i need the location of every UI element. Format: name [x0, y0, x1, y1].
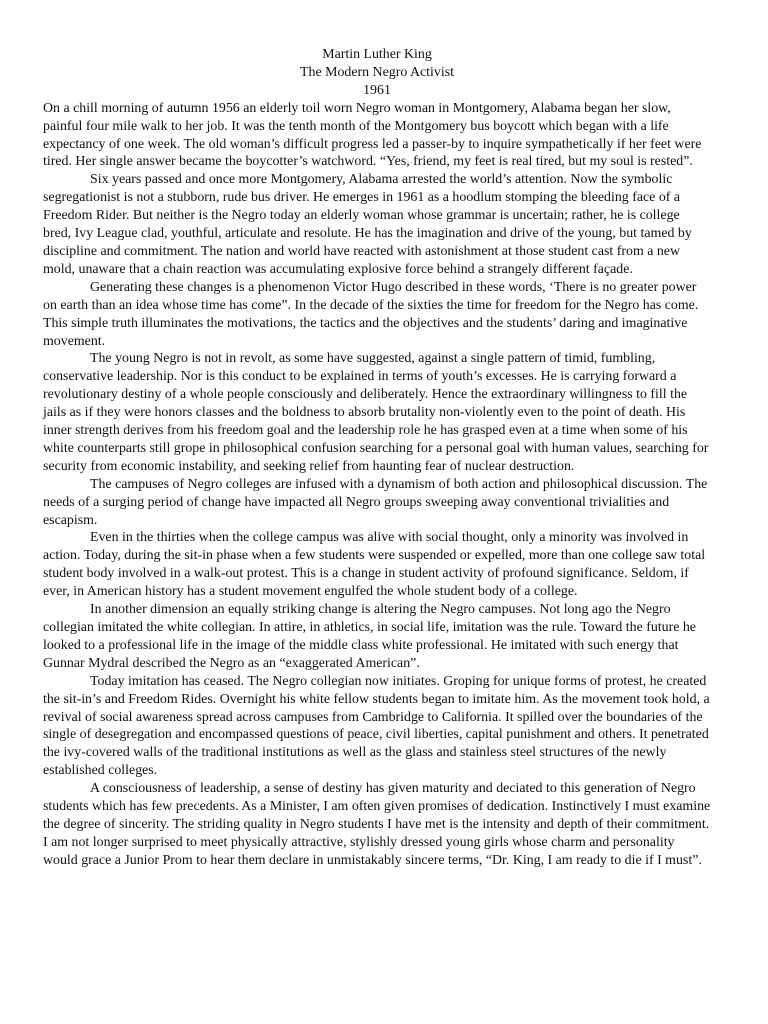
- document-header: [43, 46, 711, 100]
- document-page: [43, 46, 711, 870]
- paragraph-7: In another dimension an equally striking change is altering the Negro campuses. Not long ago the Negro collegian imitated the white collegian. In attire, in athletics, in social life, imitation was the rule. Toward the future he looked to a professional life in the image of the middle class white professional. He imitated with such energy that Gunnar Mydral described the Negro as an “exaggerated American”.: [43, 602, 696, 671]
- paragraph-4: The young Negro is not in revolt, as some have suggested, against a single pattern of timid, fumbling, conservative leadership. Nor is this conduct to be explained in terms of youth’s excesses. He is carrying forward a revolutionary destiny of a whole people consciously and deliberately. Hence the extraordinary willingness to fill the jails as if they were honors classes and the boldness to absorb brutality non-violently even to the point of death. His inner strength derives from his freedom goal and the leadership role he has grasped even at a time when some of his white counterparts still grope in philosophical confusion searching for a personal goal with human values, searching for security from economic instability, and seeking relief from haunting fear of nuclear destruction.: [43, 351, 709, 474]
- paragraph-9: A consciousness of leadership, a sense of destiny has given maturity and deciated to this generation of Negro students which has few precedents. As a Minister, I am often given promises of dedication. Instinctively I must examine the degree of sincerity. The striding quality in Negro students I have met is the intensity and depth of their commitment. I am not longer surprised to meet physically attractive, stylishly dressed young girls whose charm and personality would grace a Junior Prom to hear them declare in unmistakably sincere terms, “Dr. King, I am ready to die if I must”.: [43, 781, 711, 868]
- document-title: The Modern Negro Activist: [300, 64, 454, 80]
- author-name: Martin Luther King: [322, 47, 432, 62]
- paragraph-2: Six years passed and once more Montgomery, Alabama arrested the world’s attention. Now the symbolic segregationist is not a stubborn, rude bus driver. He emerges in 1961 as a hoodlum stomping the bleeding face of a Freedom Rider. But neither is the Negro today an elderly woman whose grammar is uncertain; rather, he is college bred, Ivy League clad, youthful, articulate and resolute. He has the imagination and drive of the young, but tamed by discipline and commitment. The nation and world have reacted with astonishment at those student cast from a new mold, unaware that a chain reaction was accumulating explosive force behind a strangely different façade.: [43, 172, 692, 277]
- paragraph-8: Today imitation has ceased. The Negro collegian now initiates. Groping for unique forms of protest, he created the sit-in’s and Freedom Rides. Overnight his white fellow students began to imitate him. As the movement took hold, a revival of social awareness spread across campuses from Cambridge to California. It spilled over the boundaries of the single of desegregation and encompassed questions of peace, civil liberties, capital punishment and others. It penetrated the ivy-covered walls of the traditional institutions as well as the glass and stainless steel structures of the newly established colleges.: [43, 673, 710, 779]
- document-year: 1961: [363, 82, 391, 98]
- paragraph-6: Even in the thirties when the college campus was alive with social thought, only a minority was involved in action. Today, during the sit-in phase when a few students were suspended or expelled, more than one college saw total student body involved in a walk-out protest. This is a change in student activity of profound significance. Seldom, if ever, in American history has a student movement engulfed the whole student body of a college.: [43, 530, 706, 600]
- paragraph-1: On a chill morning of autumn 1956 an elderly toil worn Negro woman in Montgomery, Alabama began her slow, painful four mile walk to her job. It was the tenth month of the Montgomery bus boycott which began with a life expectancy of one week. The old woman’s difficult progress led a passer-by to inquire sympathetically if her feet were tired. Her single answer became the boycotter’s watchword. “Yes, friend, my feet is real tired, but my soul is rested”.: [43, 100, 702, 170]
- paragraph-5: The campuses of Negro colleges are infused with a dynamism of both action and philosophical discussion. The needs of a surging period of change have impacted all Negro groups sweeping away conventional trivialities and escapism.: [43, 476, 708, 528]
- paragraph-3: Generating these changes is a phenomenon Victor Hugo described in these words, ‘There is no greater power on earth than an idea whose time has come”. In the decade of the sixties the time for freedom for the Negro has come. This simple truth illuminates the motivations, the tactics and the objectives and the students’ daring and imaginative movement.: [43, 279, 699, 349]
